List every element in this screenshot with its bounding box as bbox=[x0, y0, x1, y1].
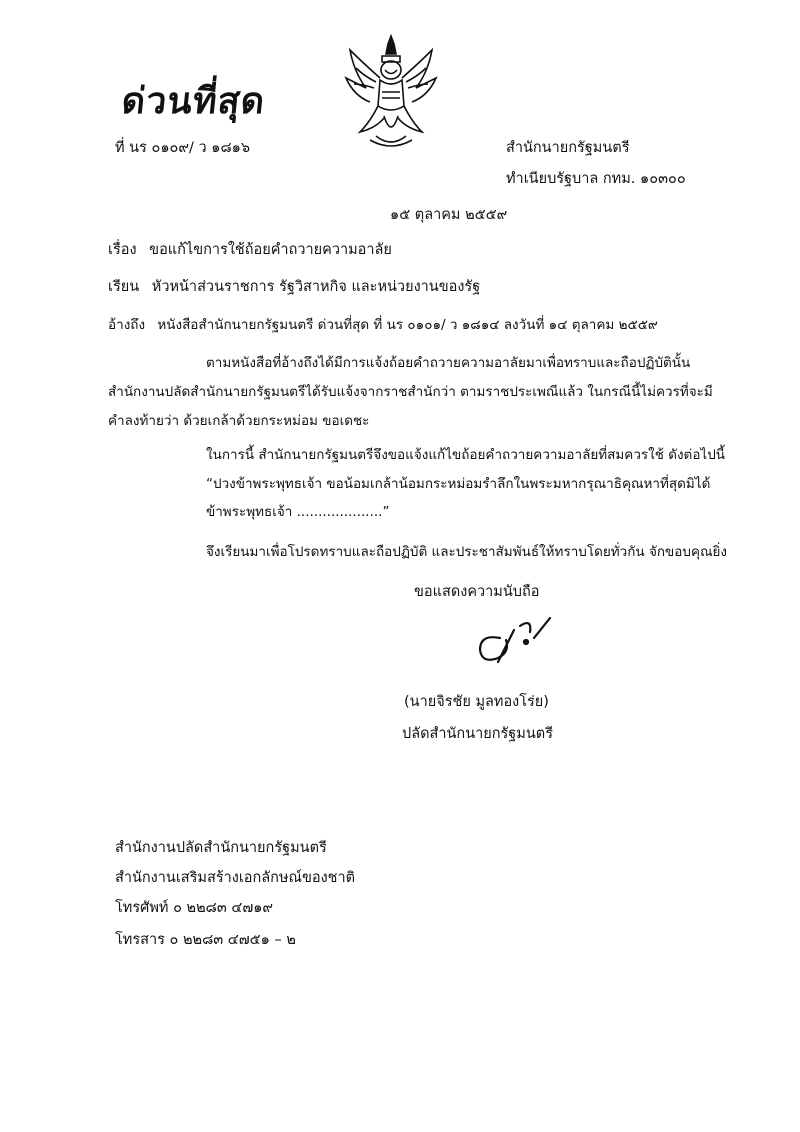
subject-label: เรื่อง bbox=[108, 242, 137, 258]
closing-salutation: ขอแสดงความนับถือ bbox=[414, 584, 540, 600]
urgency-stamp: ด่วนที่สุด bbox=[119, 81, 268, 122]
body-para1-line3: คำลงท้ายว่า ด้วยเกล้าด้วยกระหม่อม ขอเดชะ bbox=[108, 413, 370, 429]
signatory-title: ปลัดสำนักนายกรัฐมนตรี bbox=[402, 726, 553, 742]
recipient-text: หัวหน้าส่วนราชการ รัฐวิสาหกิจ และหน่วยงานของรัฐ bbox=[151, 279, 481, 295]
reference-text: หนังสือสำนักนายกรัฐมนตรี ด่วนที่สุด ที่ นร ๐๑๐๑/ ว ๑๘๑๔ ลงวันที่ ๑๔ ตุลาคม ๒๕๕๙ bbox=[157, 317, 658, 333]
footer-phone: โทรศัพท์ ๐ ๒๒๘๓ ๔๗๑๙ bbox=[115, 900, 274, 916]
garuda-emblem-icon bbox=[340, 32, 442, 150]
recipient-line bbox=[108, 275, 480, 298]
sender-office: สำนักนายกรัฐมนตรี bbox=[506, 140, 630, 156]
body-para2-line1: ในการนี้ สำนักนายกรัฐมนตรีจึงขอแจ้งแก้ไขถ้อยคำถวายความอาลัยที่สมควรใช้ ดังต่อไปนี้ bbox=[206, 447, 726, 463]
subject-text: ขอแก้ไขการใช้ถ้อยคำถวายความอาลัย bbox=[149, 242, 392, 258]
signatory-name: (นายจิรชัย มูลทองโร่ย) bbox=[404, 694, 549, 710]
body-para3: จึงเรียนมาเพื่อโปรดทราบและถือปฏิบัติ และประชาสัมพันธ์ให้ทราบโดยทั่วกัน จักขอบคุณยิ่ง bbox=[206, 544, 727, 560]
footer-department-2: สำนักงานเสริมสร้างเอกลักษณ์ของชาติ bbox=[115, 870, 356, 886]
recipient-label: เรียน bbox=[108, 279, 140, 295]
body-para1-line1: ตามหนังสือที่อ้างถึงได้มีการแจ้งถ้อยคำถวายความอาลัยมาเพื่อทราบและถือปฏิบัตินั้น bbox=[206, 355, 691, 371]
reference-line bbox=[108, 313, 658, 335]
document-date: ๑๕ ตุลาคม ๒๕๕๙ bbox=[390, 207, 508, 223]
sender-location: ทำเนียบรัฐบาล กทม. ๑๐๓๐๐ bbox=[506, 171, 686, 187]
body-para2-line2: “ปวงข้าพระพุทธเจ้า ขอน้อมเกล้าน้อมกระหม่อมรำลึกในพระมหากรุณาธิคุณหาที่สุดมิได้ bbox=[206, 476, 711, 492]
handwritten-signature-icon bbox=[470, 608, 560, 670]
subject-line bbox=[108, 238, 392, 261]
footer-fax: โทรสาร ๐ ๒๒๘๓ ๔๗๕๑ – ๒ bbox=[115, 932, 296, 948]
body-para2-line3: ข้าพระพุทธเจ้า ....................” bbox=[206, 504, 390, 520]
reference-label: อ้างถึง bbox=[108, 317, 146, 333]
document-number: ที่ นร ๐๑๐๙/ ว ๑๘๑๖ bbox=[115, 140, 251, 156]
footer-department-1: สำนักงานปลัดสำนักนายกรัฐมนตรี bbox=[115, 840, 327, 856]
body-para1-line2: สำนักงานปลัดสำนักนายกรัฐมนตรีได้รับแจ้งจากราชสำนักว่า ตามราชประเพณีแล้ว ในกรณีนี้ไม่ควรที่จะมี bbox=[108, 384, 713, 400]
